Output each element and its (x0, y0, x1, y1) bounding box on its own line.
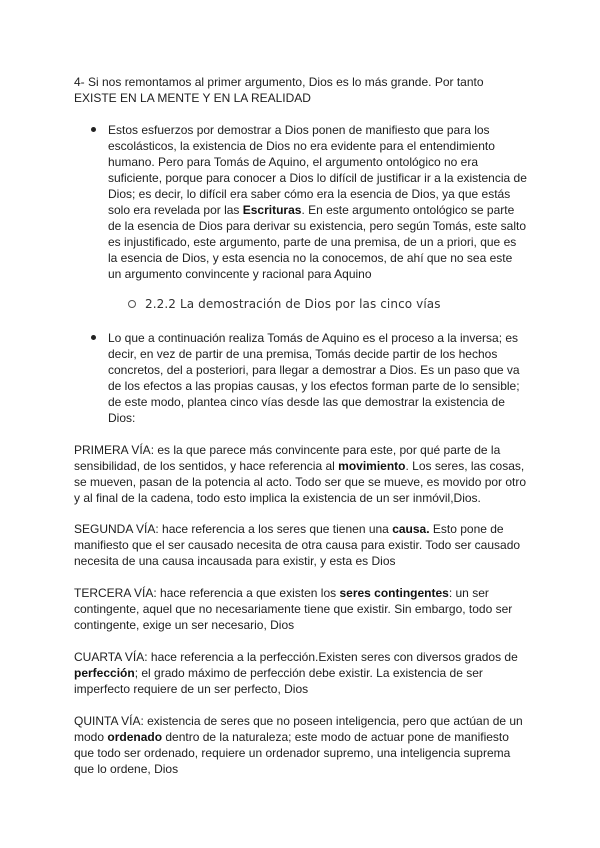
tercera-text-before: TERCERA VÍA: hace referencia a que existen los (74, 586, 340, 600)
bullet-item-escolasticos (108, 122, 528, 282)
bullet1-text-before: Estos esfuerzos por demostrar a Dios ponen de manifiesto que para los escolásticos, la existencia de Dios no era evidente para el entendimiento humano. Pero para Tomás de Aquino, el argumento ontológico no era suficiente, porque para conocer a Dios lo difícil de justificar ir a la existencia de Dios; es decir, lo difícil era saber cómo era la esencia de Dios, ya que estás solo era revelada por las (108, 123, 527, 217)
quinta-text-before: QUINTA VÍA: existencia de seres que no poseen inteligencia, pero que actúan de un modo (74, 714, 523, 744)
primera-text-before: PRIMERA VÍA: es la que parece más convincente para este, por qué parte de la sensibilidad, de los sentidos, y hace referencia al (74, 443, 501, 473)
intro-paragraph (74, 74, 534, 106)
quinta-text-after: dentro de la naturaleza; este modo de actuar pone de manifiesto que todo ser ordenado, requiere un ordenador supremo, una inteligencia suprema que lo ordene, Dios (74, 730, 511, 776)
bullet2-text: Lo que a continuación realiza Tomás de Aquino es el proceso a la inversa; es decir, en vez de partir de una premisa, Tomás decide partir de los hechos concretos, del a posteriori, para llegar a demostrar a Dios. Es un paso que va de los efectos a las propias causas, y los efectos forman parte de lo sensible; de este modo, plantea cinco vías desde las que demostrar la existencia de Dios: (108, 331, 520, 425)
cuarta-bold: perfección (74, 666, 135, 680)
bullet-dot-icon (91, 335, 96, 340)
paragraph-cuarta-via (74, 649, 530, 697)
paragraph-primera-via (74, 442, 530, 506)
subheading-cinco-vias (145, 296, 525, 312)
bullet1-bold: Escrituras (242, 203, 302, 217)
bullet-dot-icon (91, 127, 96, 132)
tercera-text-after: : un ser contingente, aquel que no necesariamente tiene que existir. Sin embargo, todo ser contingente, exige un ser necesario, Dios (74, 586, 513, 632)
subheading-text: 2.2.2 La demostración de Dios por las cinco vías (145, 297, 441, 311)
tercera-bold: seres contingentes (339, 586, 449, 600)
segunda-text-after: Esto pone de manifiesto que el ser causado necesita de otra causa para existir. Todo ser causado necesita de una causa incausada para existir, y esta es Dios (74, 522, 521, 568)
bullet1-text-after: . En este argumento ontológico se parte de la esencia de Dios para derivar su existencia, pero según Tomás, este salto es injustificado, este argumento, parte de una premisa, de un a priori, que es la esencia de Dios, y esta esencia no la conocemos, de ahí que no sea este un argumento convincente y racional para Aquino (108, 203, 527, 281)
cuarta-text-before: CUARTA VÍA: hace referencia a la perfección.Existen seres con diversos grados de (74, 650, 518, 664)
hollow-circle-bullet-icon (128, 300, 136, 308)
segunda-bold: causa. (392, 522, 430, 536)
intro-line-2: EXISTE EN LA MENTE Y EN LA REALIDAD (74, 91, 311, 105)
primera-text-after: . Los seres, las cosas, se mueven, pasan de la potencia al acto. Todo ser que se mueve, es movido por otro y al final de la cadena, todo esto implica la existencia de un ser inmóvil,Dios. (74, 459, 527, 505)
segunda-text-before: SEGUNDA VÍA: hace referencia a los seres que tienen una (74, 522, 393, 536)
paragraph-quinta-via (74, 713, 530, 777)
paragraph-segunda-via (74, 521, 530, 569)
intro-line-1: 4- Si nos remontamos al primer argumento, Dios es lo más grande. Por tanto (74, 75, 484, 89)
quinta-bold: ordenado (107, 730, 163, 744)
bullet-item-proceso-inverso (108, 330, 528, 426)
cuarta-text-after: ; el grado máximo de perfección debe existir. La existencia de ser imperfecto requiere de un ser perfecto, Dios (74, 666, 483, 696)
primera-bold: movimiento (338, 459, 406, 473)
paragraph-tercera-via (74, 585, 530, 633)
